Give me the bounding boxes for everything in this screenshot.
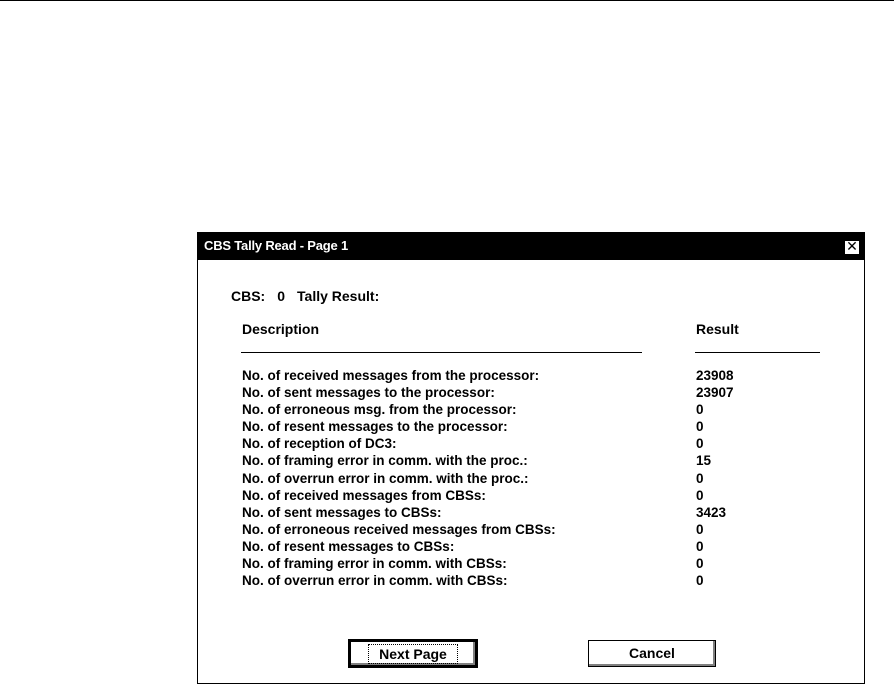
- row-description: No. of resent messages to CBSs:: [242, 538, 455, 554]
- table-row: [242, 538, 842, 555]
- cbs-label: CBS:: [231, 288, 266, 304]
- row-description: No. of overrun error in comm. with CBSs:: [242, 573, 508, 589]
- row-description: No. of sent messages to the processor:: [242, 385, 495, 401]
- next-page-label: Next Page: [368, 644, 458, 664]
- description-underline: [241, 352, 642, 353]
- table-row: [242, 504, 842, 521]
- table-row: [242, 435, 842, 452]
- tally-read-dialog: [197, 232, 865, 684]
- close-button[interactable]: [844, 240, 860, 255]
- row-result: 0: [696, 521, 704, 537]
- row-result: 0: [696, 538, 704, 554]
- table-row: [242, 418, 842, 435]
- next-page-button[interactable]: [349, 640, 477, 667]
- table-row: [242, 452, 842, 469]
- row-description: No. of erroneous received messages from CBSs:: [242, 521, 556, 537]
- table-row: [242, 487, 842, 504]
- dialog-titlebar[interactable]: [198, 233, 864, 260]
- cbs-header: [231, 288, 391, 304]
- row-description: No. of reception of DC3:: [242, 436, 397, 452]
- result-underline: [695, 352, 820, 353]
- table-row: [242, 470, 842, 487]
- row-description: No. of sent messages to CBSs:: [242, 504, 442, 520]
- row-description: No. of resent messages to the processor:: [242, 419, 508, 435]
- row-result: 0: [696, 556, 704, 572]
- row-description: No. of received messages from the processor:: [242, 368, 540, 383]
- row-description: No. of erroneous msg. from the processor:: [242, 402, 517, 418]
- tally-result-label: Tally Result:: [297, 288, 380, 304]
- row-description: No. of received messages from CBSs:: [242, 487, 486, 503]
- close-icon: ✕: [846, 239, 858, 255]
- row-result: 0: [696, 573, 704, 589]
- page-top-rule: [0, 0, 894, 1]
- row-result: 0: [696, 487, 704, 503]
- row-result: 23907: [696, 385, 734, 401]
- row-description: No. of framing error in comm. with CBSs:: [242, 556, 507, 572]
- cancel-button[interactable]: Cancel: [588, 640, 716, 667]
- table-row: [242, 572, 842, 589]
- dialog-title: CBS Tally Read - Page 1: [204, 238, 348, 253]
- table-row: [242, 555, 842, 572]
- row-result: 15: [696, 453, 712, 469]
- row-result: 3423: [696, 504, 727, 520]
- row-description: No. of overrun error in comm. with the proc.:: [242, 470, 529, 486]
- tally-table: [242, 367, 842, 589]
- row-result: 0: [696, 470, 704, 486]
- column-header-result: Result: [696, 321, 739, 337]
- row-result: 23908: [696, 368, 734, 383]
- table-row: [242, 367, 842, 384]
- table-row: [242, 401, 842, 418]
- cbs-value: 0: [277, 288, 286, 304]
- column-header-description: Description: [242, 321, 320, 337]
- table-row: [242, 384, 842, 401]
- row-result: 0: [696, 419, 704, 435]
- table-row: [242, 521, 842, 538]
- row-result: 0: [696, 402, 704, 418]
- row-result: 0: [696, 436, 704, 452]
- row-description: No. of framing error in comm. with the proc.:: [242, 453, 528, 469]
